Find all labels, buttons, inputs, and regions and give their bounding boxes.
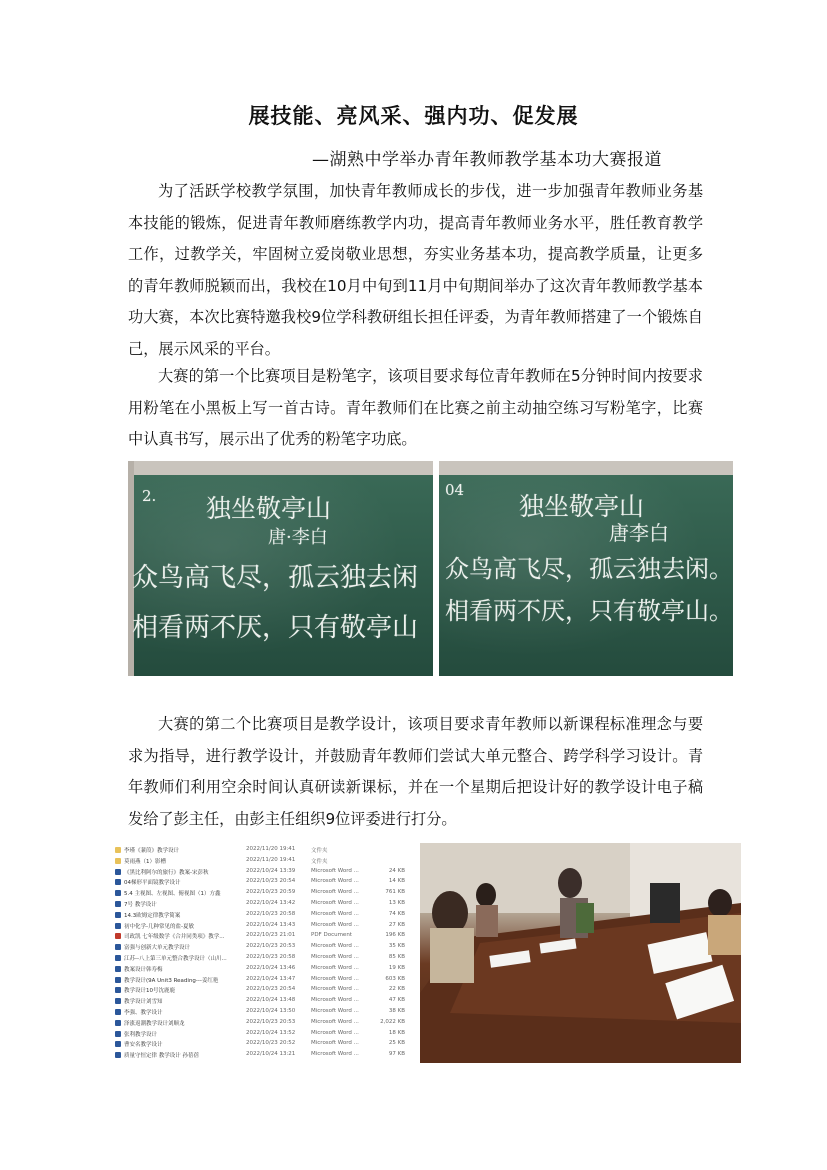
file-row[interactable]	[113, 900, 411, 908]
file-name: 教学设计(9A Unit3 Reading---姜红艳	[124, 977, 219, 984]
poem-title: 独坐敬亭山	[206, 494, 332, 523]
word-file-icon	[115, 912, 121, 918]
file-name: 质量守恒定律 教学设计 孙蓓蓓	[124, 1053, 199, 1060]
file-date: 2022/10/23 21:01	[246, 932, 296, 939]
file-row[interactable]	[113, 1051, 411, 1059]
file-date: 2022/10/23 20:54	[246, 878, 296, 885]
file-date: 2022/11/20 19:41	[246, 856, 296, 863]
file-row[interactable]	[113, 889, 411, 897]
word-file-icon	[115, 977, 121, 983]
file-size: 18 KB	[388, 1029, 405, 1036]
word-file-icon	[115, 923, 121, 929]
file-type: Microsoft Word ...	[311, 1051, 359, 1058]
file-name: 14.3欧姆定律教学简案	[124, 912, 181, 919]
file-date: 2022/10/23 20:59	[246, 889, 296, 896]
poem-line-1: 众鸟高飞尽，孤云独去闲。	[445, 555, 733, 583]
meeting-room-photo	[420, 843, 741, 1063]
file-name: 莫雨燕（1）影槽	[124, 858, 166, 865]
file-row[interactable]	[113, 922, 411, 930]
file-size: 14 KB	[388, 878, 405, 885]
file-size: 22 KB	[388, 986, 405, 993]
word-file-icon	[115, 1052, 121, 1058]
file-type: Microsoft Word ...	[311, 1040, 359, 1047]
file-name: 04梯形平面镜教学设计	[124, 880, 181, 887]
board-number: 04	[445, 481, 465, 499]
file-size: 25 KB	[388, 1040, 405, 1047]
file-size: 2,022 KB	[380, 1018, 405, 1025]
file-type: Microsoft Word ...	[311, 943, 359, 950]
file-date: 2022/10/24 13:46	[246, 964, 296, 971]
word-file-icon	[115, 987, 121, 993]
file-type: 文件夹	[311, 848, 328, 854]
file-date: 2022/10/23 20:54	[246, 986, 296, 993]
file-date: 2022/10/24 13:50	[246, 1008, 296, 1014]
board-frame	[128, 461, 433, 475]
file-name: 《黑比利阿尔的旅行》教案-宋彭秋	[124, 869, 209, 876]
word-file-icon	[115, 901, 121, 907]
file-name: 李强、教学设计	[124, 1010, 163, 1016]
chalkboard-photo-2	[439, 461, 733, 676]
file-date: 2022/10/24 13:21	[246, 1051, 296, 1058]
file-date: 2022/10/23 20:52	[246, 1040, 296, 1047]
word-file-icon	[115, 1041, 121, 1047]
file-row[interactable]	[113, 878, 411, 886]
folder-icon	[115, 858, 121, 864]
file-row[interactable]	[113, 868, 411, 876]
file-size: 13 KB	[388, 900, 405, 906]
file-row[interactable]	[113, 943, 411, 951]
page-title: 展技能、亮风采、强内功、促发展	[248, 103, 579, 128]
file-name: 教学设计10号沈鹿鹿	[124, 988, 175, 995]
file-name: 初中化学-几种常见的盐-夏敏	[124, 923, 194, 930]
file-type: Microsoft Word ...	[311, 975, 359, 982]
file-size: 27 KB	[388, 921, 405, 928]
file-type: Microsoft Word ...	[311, 986, 359, 993]
word-file-icon	[115, 879, 121, 885]
file-name: 教案设计韩寿梅	[124, 966, 163, 973]
poem-title: 独坐敬亭山	[519, 492, 645, 521]
file-date: 2022/10/24 13:48	[246, 997, 296, 1004]
poem-author: 唐·李白	[268, 527, 328, 548]
file-type: Microsoft Word ...	[311, 964, 359, 971]
file-name: 李瑾《蒹葭》教学设计	[124, 848, 180, 854]
word-file-icon	[115, 890, 121, 896]
word-file-icon	[115, 998, 121, 1004]
file-name: 教学设计刘雪知	[124, 999, 163, 1006]
poem-line-2: 相看两不厌，只有敬亭山。	[445, 597, 733, 625]
file-date: 2022/10/24 13:39	[246, 867, 296, 874]
paragraph-intro: 为了活跃学校教学氛围，加快青年教师成长的步伐，进一步加强青年教师业务基本技能的锻炼，促进青年教师磨练教学内功，提高青年教师业务水平，胜任教育教学工作，过教学关，牢固树立爱岗敬业思想，夯实业务基本功，提高教学质量，让更多的青年教师脱颖而出，我校在10月中旬到11月中旬期间举办了这次青年教师教学基本功大赛，本次比赛特邀我校9位学科教研组长担任评委，为青年教师搭建了一个锻炼自己，展示风采的平台。	[128, 182, 703, 358]
file-row[interactable]	[113, 954, 411, 962]
word-file-icon	[115, 1020, 121, 1026]
file-size: 47 KB	[388, 997, 405, 1004]
file-size: 196 KB	[385, 932, 405, 939]
file-name: 张利教学设计	[124, 1031, 158, 1038]
word-file-icon	[115, 955, 121, 961]
file-name: 富强与创新大单元教学设计	[124, 945, 191, 952]
folder-icon	[115, 847, 121, 853]
file-row[interactable]	[113, 1019, 411, 1027]
file-row[interactable]	[113, 932, 411, 940]
file-size: 19 KB	[388, 964, 405, 971]
file-row[interactable]	[113, 997, 411, 1005]
file-type: Microsoft Word ...	[311, 921, 359, 928]
word-file-icon	[115, 1031, 121, 1037]
file-type: Microsoft Word ...	[311, 1008, 359, 1014]
file-type: PDF Document	[311, 932, 352, 939]
word-file-icon	[115, 966, 121, 972]
word-file-icon	[115, 869, 121, 875]
file-name: 泽涨返潮教学设计刘顺龙	[124, 1020, 185, 1027]
file-name: 5.4 主视图、左视图、俯视图（1）方鑫	[124, 891, 221, 898]
board-frame	[439, 461, 733, 475]
file-row[interactable]	[113, 1008, 411, 1016]
file-type: Microsoft Word ...	[311, 954, 359, 960]
file-date: 2022/10/23 20:58	[246, 954, 296, 960]
file-size: 85 KB	[388, 954, 405, 960]
file-date: 2022/10/24 13:52	[246, 1029, 296, 1036]
file-name: 7号 教学设计	[124, 902, 157, 908]
file-size: 35 KB	[388, 943, 405, 950]
file-list-screenshot	[113, 843, 411, 1063]
file-type: Microsoft Word ...	[311, 900, 359, 906]
chalkboard-photo-1	[128, 461, 433, 676]
poem-line-2: 相看两不厌，只有敬亭山	[132, 613, 419, 643]
pdf-file-icon	[115, 933, 121, 939]
file-date: 2022/10/23 20:58	[246, 910, 296, 917]
file-date: 2022/11/20 19:41	[246, 846, 296, 852]
file-name: 江苏--八上第三单元整合教学设计（山川...	[124, 956, 227, 962]
word-file-icon	[115, 944, 121, 950]
file-size: 24 KB	[388, 867, 405, 874]
file-size: 38 KB	[388, 1008, 405, 1014]
word-file-icon	[115, 1009, 121, 1015]
paragraph-teaching-design: 大赛的第二个比赛项目是教学设计，该项目要求青年教师以新课程标准理念与要求为指导，进行教学设计，并鼓励青年教师们尝试大单元整合、跨学科学习设计。青年教师们利用空余时间认真研读新课标，并在一个星期后把设计好的教学设计电子稿发给了彭主任，由彭主任组织9位评委进行打分。	[128, 715, 703, 828]
page-subtitle: —湖熟中学举办青年教师教学基本功大赛报道	[312, 150, 662, 170]
file-type: Microsoft Word ...	[311, 1018, 359, 1025]
file-name: 司政凯 七年级数学《合并同类项》教学...	[124, 934, 225, 941]
file-row[interactable]	[113, 846, 411, 854]
file-date: 2022/10/23 20:53	[246, 1018, 296, 1025]
file-type: Microsoft Word ...	[311, 878, 359, 885]
paragraph-chalk-writing: 大赛的第一个比赛项目是粉笔字，该项目要求每位青年教师在5分钟时间内按要求用粉笔在小黑板上写一首古诗。青年教师们在比赛之前主动抽空练习写粉笔字，比赛中认真书写，展示出了优秀的粉笔字功底。	[128, 367, 703, 448]
file-size: 97 KB	[388, 1051, 405, 1058]
file-size: 761 KB	[385, 889, 405, 896]
file-type: Microsoft Word ...	[311, 1029, 359, 1036]
file-row[interactable]	[113, 1040, 411, 1048]
file-type: Microsoft Word ...	[311, 867, 359, 874]
board-number: 2.	[142, 487, 157, 505]
file-row[interactable]	[113, 1030, 411, 1038]
file-date: 2022/10/23 20:53	[246, 943, 296, 950]
file-row[interactable]	[113, 857, 411, 865]
poem-line-1: 众鸟高飞尽，孤云独去闲	[132, 563, 419, 593]
file-row[interactable]	[113, 986, 411, 994]
file-row[interactable]	[113, 911, 411, 919]
file-type: Microsoft Word ...	[311, 997, 359, 1004]
file-type: 文件夹	[311, 858, 328, 865]
file-size: 603 KB	[385, 975, 405, 982]
file-name: 曹安名教学设计	[124, 1042, 163, 1049]
file-row[interactable]	[113, 965, 411, 973]
file-date: 2022/10/24 13:42	[246, 900, 296, 906]
file-date: 2022/10/24 13:43	[246, 921, 296, 928]
meeting-scene-illustration	[420, 843, 741, 1063]
file-type: Microsoft Word ...	[311, 910, 359, 917]
file-date: 2022/10/24 13:47	[246, 975, 296, 982]
poem-author: 唐李白	[609, 521, 669, 545]
file-row[interactable]	[113, 976, 411, 984]
file-type: Microsoft Word ...	[311, 889, 359, 896]
file-size: 74 KB	[388, 910, 405, 917]
